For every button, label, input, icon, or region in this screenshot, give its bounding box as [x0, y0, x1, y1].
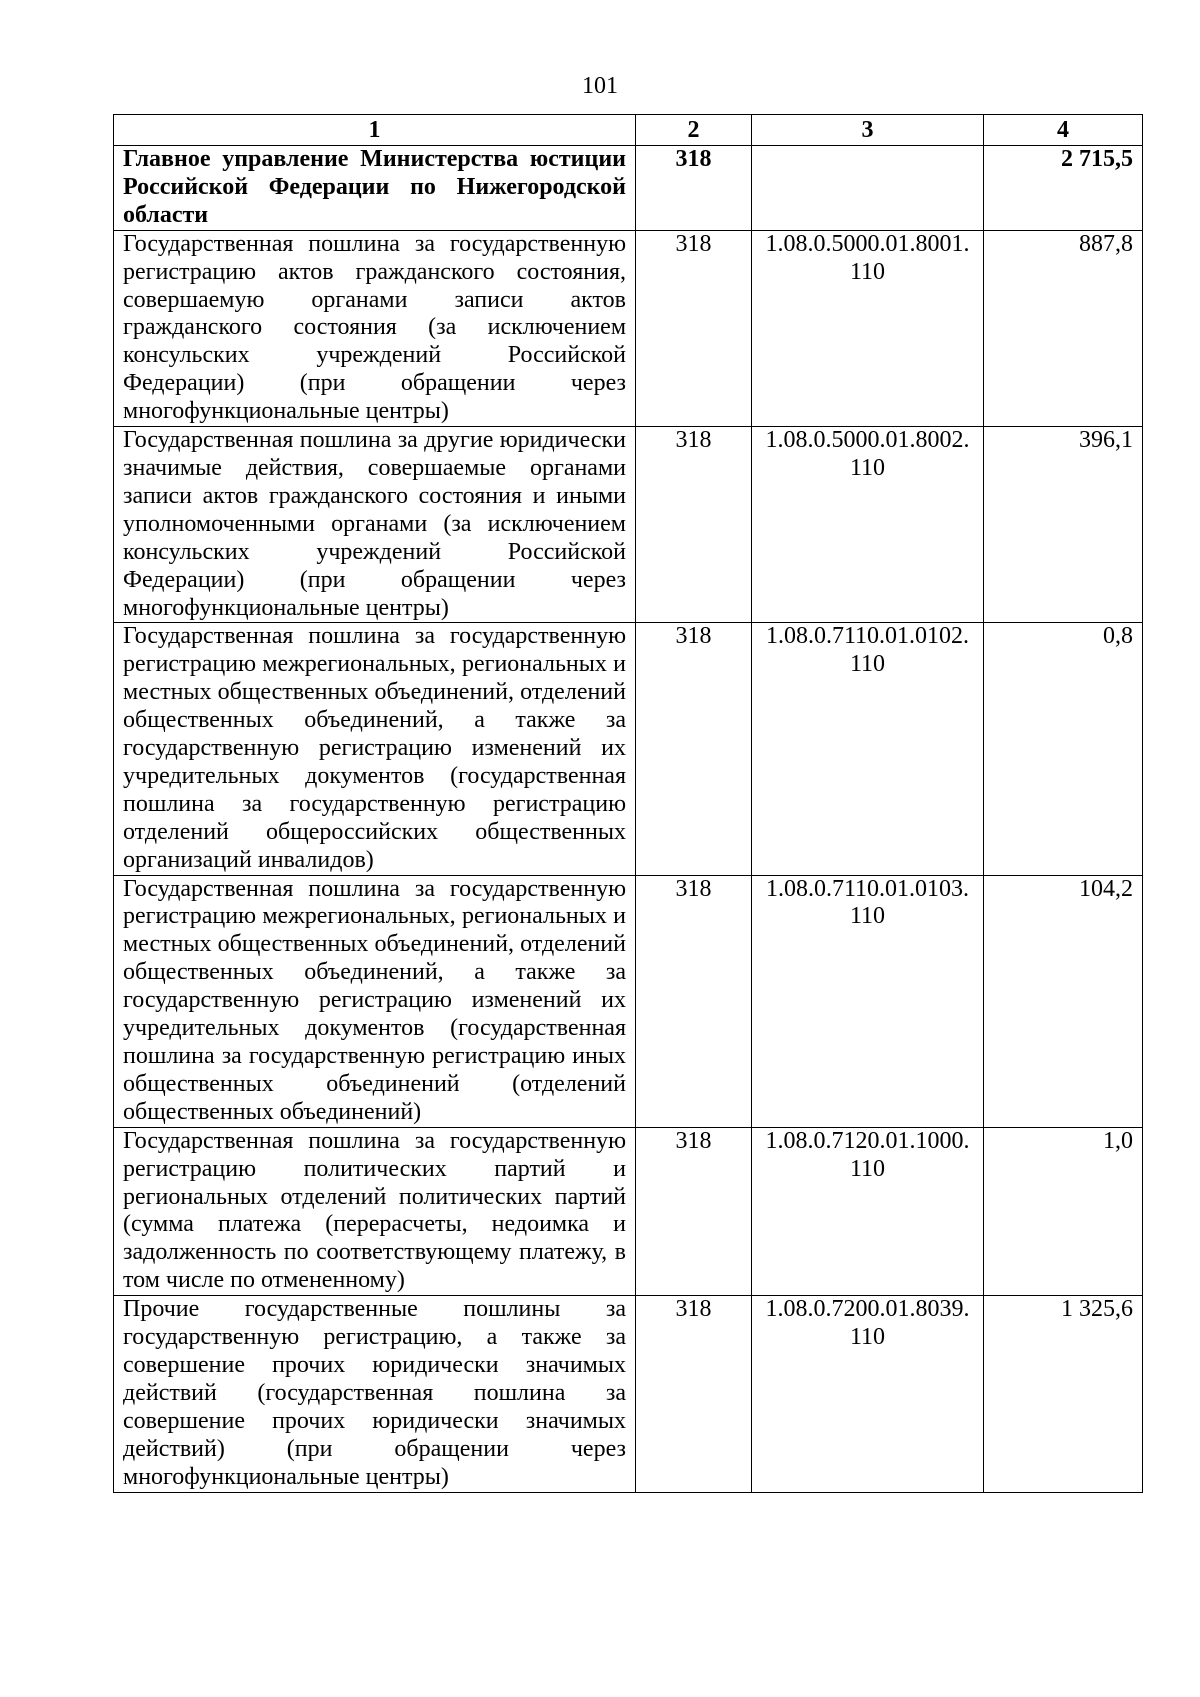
- row-amount: 0,8: [984, 623, 1143, 875]
- row-description: Государственная пошлина за государственную регистрацию межрегиональных, региональных и местных общественных объединений, отделений общественных объединений, а также за государственную регистрацию изменений их учредительных документов (государственная пошлина за государственную регистрацию отделений общероссийских общественных организаций инвалидов): [114, 623, 636, 875]
- table-row: [114, 875, 1143, 1127]
- table-row: [114, 1296, 1143, 1492]
- row-budget-code: 1.08.0.7110.01.0103. 110: [752, 875, 984, 1127]
- table-row: [114, 1127, 1143, 1295]
- row-budget-code: 1.08.0.5000.01.8001. 110: [752, 230, 984, 426]
- table-row: [114, 623, 1143, 875]
- header-col-2: 2: [636, 115, 752, 146]
- row-description: Главное управление Министерства юстиции Российской Федерации по Нижегородской области: [114, 146, 636, 231]
- row-budget-code: 1.08.0.7120.01.1000. 110: [752, 1127, 984, 1295]
- row-amount: 2 715,5: [984, 146, 1143, 231]
- row-budget-code: 1.08.0.7200.01.8039. 110: [752, 1296, 984, 1492]
- table-header-row: [114, 115, 1143, 146]
- header-col-4: 4: [984, 115, 1143, 146]
- table-row-agency: [114, 146, 1143, 231]
- row-budget-code: 1.08.0.5000.01.8002. 110: [752, 427, 984, 623]
- row-amount: 1,0: [984, 1127, 1143, 1295]
- table-row: [114, 230, 1143, 426]
- row-description: Прочие государственные пошлины за государственную регистрацию, а также за совершение прочих юридически значимых действий (государственная пошлина за совершение прочих юридически значимых действий) (при обращении через многофункциональные центры): [114, 1296, 636, 1492]
- row-budget-code: [752, 146, 984, 231]
- page-number: 101: [582, 73, 618, 99]
- row-description: Государственная пошлина за государственную регистрацию политических партий и региональных отделений политических партий (сумма платежа (перерасчеты, недоимка и задолженность по соответствующему платежу, в том числе по отмененному): [114, 1127, 636, 1295]
- row-admin-code: 318: [636, 230, 752, 426]
- row-admin-code: 318: [636, 146, 752, 231]
- row-admin-code: 318: [636, 875, 752, 1127]
- table-row: [114, 427, 1143, 623]
- row-amount: 1 325,6: [984, 1296, 1143, 1492]
- header-col-1: 1: [114, 115, 636, 146]
- row-admin-code: 318: [636, 623, 752, 875]
- row-amount: 396,1: [984, 427, 1143, 623]
- row-description: Государственная пошлина за другие юридически значимые действия, совершаемые органами записи актов гражданского состояния и иными уполномоченными органами (за исключением консульских учреждений Российской Федерации) (при обращении через многофункциональные центры): [114, 427, 636, 623]
- row-budget-code: 1.08.0.7110.01.0102. 110: [752, 623, 984, 875]
- row-admin-code: 318: [636, 1127, 752, 1295]
- row-admin-code: 318: [636, 427, 752, 623]
- row-amount: 104,2: [984, 875, 1143, 1127]
- header-col-3: 3: [752, 115, 984, 146]
- row-description: Государственная пошлина за государственную регистрацию актов гражданского состояния, совершаемую органами записи актов гражданского состояния (за исключением консульских учреждений Российской Федерации) (при обращении через многофункциональные центры): [114, 230, 636, 426]
- revenue-table: [113, 114, 1143, 1493]
- row-admin-code: 318: [636, 1296, 752, 1492]
- row-amount: 887,8: [984, 230, 1143, 426]
- row-description: Государственная пошлина за государственную регистрацию межрегиональных, региональных и местных общественных объединений, отделений общественных объединений, а также за государственную регистрацию изменений их учредительных документов (государственная пошлина за государственную регистрацию иных общественных объединений (отделений общественных объединений): [114, 875, 636, 1127]
